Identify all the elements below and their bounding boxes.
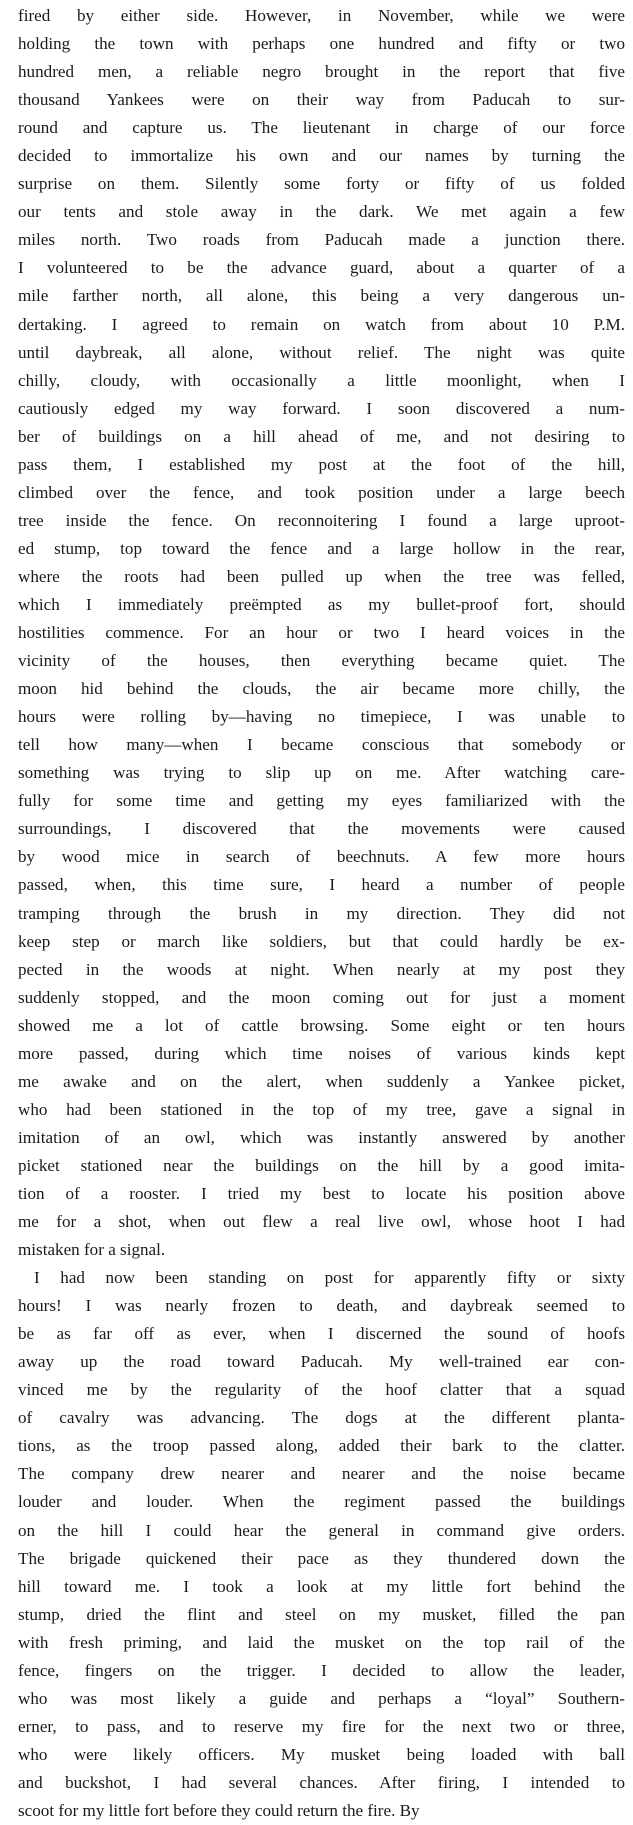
text-line: something was trying to slip up on me. After watching care- bbox=[18, 763, 625, 783]
paragraph bbox=[18, 2, 625, 1264]
text-line: surprise on them. Silently some forty or fifty of us folded bbox=[18, 174, 625, 194]
text-line: hill toward me. I took a look at my little fort behind the bbox=[18, 1576, 625, 1596]
text-line: tramping through the brush in my direction. They did not bbox=[18, 903, 625, 923]
text-line: thousand Yankees were on their way from Paducah to sur- bbox=[18, 90, 625, 110]
text-line: tell how many—when I became conscious that somebody or bbox=[18, 735, 625, 755]
text-line: holding the town with perhaps one hundred and fifty or two bbox=[18, 34, 625, 54]
text-line: suddenly stopped, and the moon coming out for just a moment bbox=[18, 987, 625, 1007]
text-line: decided to immortalize his own and our names by turning the bbox=[18, 146, 625, 166]
text-line: cautiously edged my way forward. I soon discovered a num- bbox=[18, 398, 625, 418]
text-line: keep step or march like soldiers, but that could hardly be ex- bbox=[18, 931, 625, 951]
text-line: me for a shot, when out flew a real live owl, whose hoot I had bbox=[18, 1212, 625, 1232]
text-line: picket stationed near the buildings on the hill by a good imita- bbox=[18, 1155, 625, 1175]
text-line: tree inside the fence. On reconnoitering I found a large uproot- bbox=[18, 510, 625, 530]
text-line: be as far off as ever, when I discerned the sound of hoofs bbox=[18, 1324, 625, 1344]
text-line: surroundings, I discovered that the movements were caused bbox=[18, 819, 625, 839]
text-line: our tents and stole away in the dark. We met again a few bbox=[18, 202, 625, 222]
text-line: who were likely officers. My musket being loaded with ball bbox=[18, 1744, 625, 1764]
text-line: who was most likely a guide and perhaps a “loyal” Southern- bbox=[18, 1688, 625, 1708]
text-line: where the roots had been pulled up when the tree was felled, bbox=[18, 566, 625, 586]
text-line: of cavalry was advancing. The dogs at the different planta- bbox=[18, 1408, 625, 1428]
text-line: away up the road toward Paducah. My well-trained ear con- bbox=[18, 1352, 625, 1372]
text-line: miles north. Two roads from Paducah made a junction there. bbox=[18, 230, 625, 250]
text-line: round and capture us. The lieutenant in charge of our force bbox=[18, 118, 625, 138]
text-line: vinced me by the regularity of the hoof clatter that a squad bbox=[18, 1380, 625, 1400]
text-line: I had now been standing on post for apparently fifty or sixty bbox=[34, 1268, 625, 1288]
text-line: fired by either side. However, in November, while we were bbox=[18, 6, 625, 25]
text-line: louder and louder. When the regiment passed the buildings bbox=[18, 1492, 625, 1512]
text-line: pected in the woods at night. When nearly at my post they bbox=[18, 959, 625, 979]
text-line: mile farther north, all alone, this being a very dangerous un- bbox=[18, 286, 625, 306]
text-line: The brigade quickened their pace as they thundered down the bbox=[18, 1548, 625, 1568]
text-line: which I immediately preëmpted as my bullet-proof fort, should bbox=[18, 594, 625, 614]
text-line: The company drew nearer and nearer and the noise became bbox=[18, 1464, 625, 1484]
text-line: scoot for my little fort before they could return the fire. By bbox=[18, 1801, 420, 1820]
text-line: fully for some time and getting my eyes familiarized with the bbox=[18, 791, 625, 811]
text-line: imitation of an owl, which was instantly answered by another bbox=[18, 1127, 625, 1147]
text-line: hours! I was nearly frozen to death, and daybreak seemed to bbox=[18, 1296, 625, 1316]
text-line: by wood mice in search of beechnuts. A few more hours bbox=[18, 847, 625, 867]
text-line: fence, fingers on the trigger. I decided to allow the leader, bbox=[18, 1660, 625, 1680]
text-line: dertaking. I agreed to remain on watch from about 10 P.M. bbox=[18, 314, 625, 334]
text-line: erner, to pass, and to reserve my fire for the next two or three, bbox=[18, 1716, 625, 1736]
text-line: hundred men, a reliable negro brought in the report that five bbox=[18, 62, 625, 82]
text-line: tions, as the troop passed along, added their bark to the clatter. bbox=[18, 1436, 625, 1456]
text-line: stump, dried the flint and steel on my musket, filled the pan bbox=[18, 1604, 625, 1624]
text-line: mistaken for a signal. bbox=[18, 1240, 166, 1260]
text-line: passed, when, this time sure, I heard a number of people bbox=[18, 875, 625, 895]
text-line: pass them, I established my post at the foot of the hill, bbox=[18, 454, 625, 474]
text-line: and buckshot, I had several chances. After firing, I intended to bbox=[18, 1772, 625, 1792]
text-line: more passed, during which time noises of various kinds kept bbox=[18, 1043, 625, 1063]
text-line: climbed over the fence, and took position under a large beech bbox=[18, 482, 625, 502]
text-line: showed me a lot of cattle browsing. Some eight or ten hours bbox=[18, 1015, 625, 1035]
text-line: chilly, cloudy, with occasionally a little moonlight, when I bbox=[18, 370, 625, 390]
paragraph bbox=[18, 1264, 625, 1825]
text-line: vicinity of the houses, then everything became quiet. The bbox=[18, 651, 625, 671]
text-line: moon hid behind the clouds, the air became more chilly, the bbox=[18, 679, 625, 699]
text-line: until daybreak, all alone, without relief. The night was quite bbox=[18, 342, 625, 362]
text-line: ed stump, top toward the fence and a large hollow in the rear, bbox=[18, 538, 625, 558]
text-line: me awake and on the alert, when suddenly a Yankee picket, bbox=[18, 1071, 625, 1091]
text-line: ber of buildings on a hill ahead of me, and not desiring to bbox=[18, 426, 625, 446]
text-line: hostilities commence. For an hour or two I heard voices in the bbox=[18, 623, 625, 643]
text-line: who had been stationed in the top of my tree, gave a signal in bbox=[18, 1099, 625, 1119]
text-line: tion of a rooster. I tried my best to locate his position above bbox=[18, 1183, 625, 1203]
text-line: I volunteered to be the advance guard, about a quarter of a bbox=[18, 258, 625, 278]
text-line: with fresh priming, and laid the musket on the top rail of the bbox=[18, 1632, 625, 1652]
text-line: on the hill I could hear the general in command give orders. bbox=[18, 1520, 625, 1540]
text-line: hours were rolling by—having no timepiece, I was unable to bbox=[18, 707, 625, 727]
